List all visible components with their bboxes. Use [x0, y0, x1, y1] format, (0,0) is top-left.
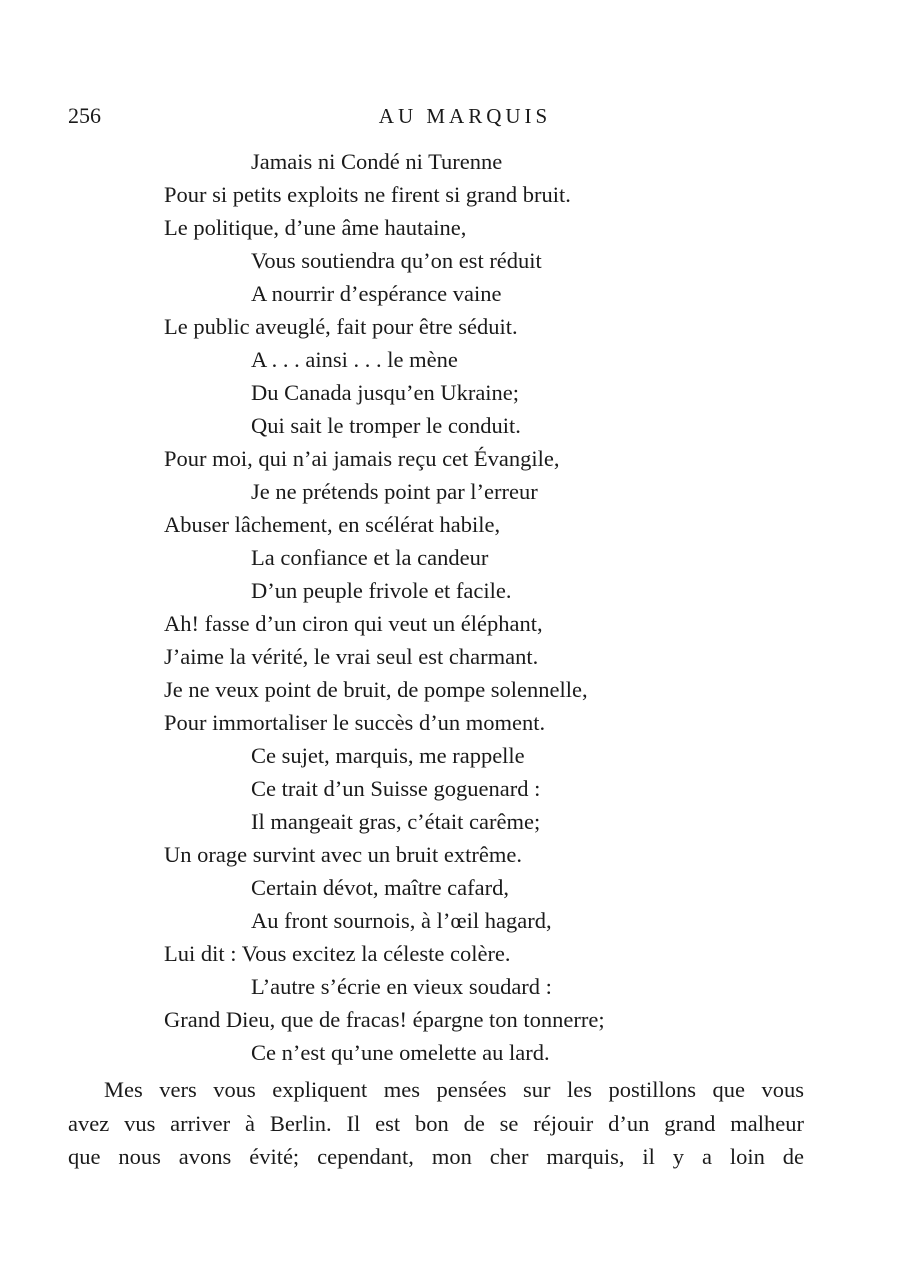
poem-line: Un orage survint avec un bruit extrême.	[164, 842, 523, 867]
poem-line: J’aime la vérité, le vrai seul est charmant.	[164, 644, 539, 669]
poem-line: Pour si petits exploits ne firent si grand bruit.	[164, 182, 571, 207]
poem-line: Ce n’est qu’une omelette au lard.	[251, 1040, 550, 1065]
poem-line: Grand Dieu, que de fracas! épargne ton tonnerre;	[164, 1007, 605, 1032]
prose-line: Mes vers vous expliquent mes pensées sur les postillons que vous	[104, 1077, 804, 1102]
poem-line: Le politique, d’une âme hautaine,	[164, 215, 467, 240]
poem-line: Certain dévot, maître cafard,	[251, 875, 510, 900]
poem-line: A . . . ainsi . . . le mène	[251, 347, 458, 372]
poem-line: Lui dit : Vous excitez la céleste colère.	[164, 941, 511, 966]
poem-line: Ah! fasse d’un ciron qui veut un éléphant,	[164, 611, 543, 636]
page-number: 256	[68, 103, 101, 128]
prose-paragraph	[68, 1073, 804, 1174]
poem-line: Au front sournois, à l’œil hagard,	[251, 908, 552, 933]
poem-line: Ce trait d’un Suisse goguenard :	[251, 776, 541, 801]
poem-line: La confiance et la candeur	[251, 545, 489, 570]
poem-line: L’autre s’écrie en vieux soudard :	[251, 974, 552, 999]
poem-line: Abuser lâchement, en scélérat habile,	[164, 512, 501, 537]
poem-line: Le public aveuglé, fait pour être séduit.	[164, 314, 518, 339]
poem-line: Je ne prétends point par l’erreur	[251, 479, 538, 504]
poem-line: Vous soutiendra qu’on est réduit	[251, 248, 542, 273]
poem-line: Pour moi, qui n’ai jamais reçu cet Évangile,	[164, 446, 560, 471]
poem-line: Pour immortaliser le succès d’un moment.	[164, 710, 546, 735]
poem-line: A nourrir d’espérance vaine	[251, 281, 502, 306]
running-title: AU MARQUIS	[378, 104, 552, 128]
poem-line: D’un peuple frivole et facile.	[251, 578, 512, 603]
poem-line: Il mangeait gras, c’était carême;	[251, 809, 541, 834]
poem-line: Jamais ni Condé ni Turenne	[251, 149, 503, 174]
poem-line: Ce sujet, marquis, me rappelle	[251, 743, 525, 768]
poem-line: Qui sait le tromper le conduit.	[251, 413, 521, 438]
prose-line: avez vus arriver à Berlin. Il est bon de se réjouir d’un grand malheur	[68, 1110, 804, 1136]
prose-line: que nous avons évité; cependant, mon cher marquis, il y a loin de	[68, 1144, 804, 1169]
poem-line: Du Canada jusqu’en Ukraine;	[251, 380, 520, 405]
poem-line: Je ne veux point de bruit, de pompe solennelle,	[164, 677, 588, 702]
